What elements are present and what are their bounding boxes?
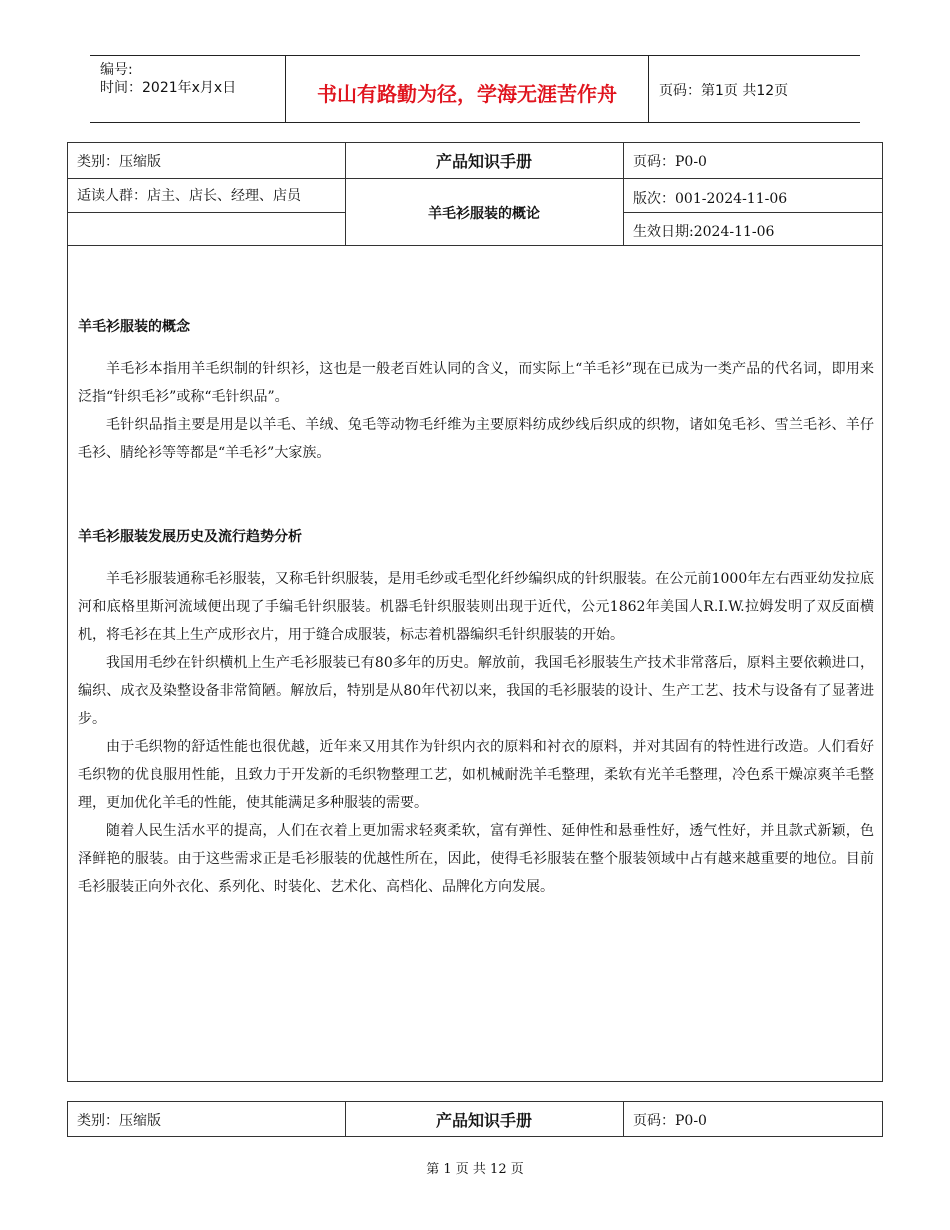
- header-motto-cell: [285, 56, 649, 122]
- bottom-table: [67, 1101, 883, 1137]
- content-area: [67, 245, 883, 1082]
- table-divider: [68, 178, 345, 179]
- topic-title: 羊毛衫服装的概论: [428, 206, 540, 222]
- version-label: 版次：001-2024-11-06: [633, 191, 788, 207]
- page-code-label: 页码：P0-0: [633, 1113, 707, 1129]
- table-divider: [345, 178, 624, 179]
- info-table: [67, 142, 883, 246]
- document-time-label: 时间：2021年x月x日: [100, 80, 237, 96]
- page-footer: 第 1 页 共 12 页: [426, 1162, 524, 1177]
- document-number-label: 编号:: [100, 62, 133, 78]
- header-page-info: 页码：第1页 共12页: [659, 83, 789, 99]
- header-motto: 书山有路勤为径，学海无涯苦作舟: [317, 82, 617, 106]
- table-divider: [623, 143, 624, 245]
- section-title: 羊毛衫服装发展历史及流行趋势分析: [78, 529, 302, 545]
- section-title: 羊毛衫服装的概念: [78, 319, 190, 335]
- table-divider: [623, 1102, 624, 1136]
- content-body: [78, 313, 874, 901]
- paragraph: 随着人民生活水平的提高，人们在衣着上更加需求轻爽柔软，富有弹性、延伸性和悬垂性好，透气性好，并且款式新颖，色泽鲜艳的服装。由于这些需求正是毛衫服装的优越性所在，因此，使得毛衫服装在整个服装领域中占有越来越重要的地位。目前毛衫服装正向外衣化、系列化、时装化、艺术化、高档化、品牌化方向发展。: [78, 823, 874, 895]
- paragraph: 由于毛织物的舒适性能也很优越，近年来又用其作为针织内衣的原料和衬衣的原料，并对其固有的特性进行改造。人们看好毛织物的优良服用性能，且致力于开发新的毛织物整理工艺，如机械耐洗羊毛整理，柔软有光羊毛整理，冷色系干燥凉爽羊毛整理，更加优化羊毛的性能，使其能满足多种服装的需要。: [78, 739, 874, 811]
- page-code-label: 页码：P0-0: [633, 154, 707, 170]
- document-header: [90, 55, 860, 123]
- paragraph: 我国用毛纱在针织横机上生产毛衫服装已有80多年的历史。解放前，我国毛衫服装生产技术非常落后，原料主要依赖进口，编织、成衣及染整设备非常简陋。解放后，特别是从80年代初以来，我国的毛衫服装的设计、生产工艺、技术与设备有了显著进步。: [78, 655, 874, 727]
- header-page-cell: [649, 56, 860, 122]
- paragraph: 毛针织品指主要是用是以羊毛、羊绒、兔毛等动物毛纤维为主要原料纺成纱线后织成的织物，诸如兔毛衫、雪兰毛衫、羊仔毛衫、腈纶衫等等都是“羊毛衫”大家族。: [78, 417, 874, 461]
- effective-date-label: 生效日期:2024-11-06: [633, 224, 775, 240]
- manual-title: 产品知识手册: [435, 152, 532, 171]
- table-divider: [68, 212, 345, 213]
- table-divider: [623, 212, 882, 213]
- category-label: 类别：压缩版: [77, 154, 161, 170]
- paragraph: 羊毛衫本指用羊毛织制的针织衫，这也是一般老百姓认同的含义，而实际上“羊毛衫”现在已成为一类产品的代名词，即用来泛指“针织毛衫”或称“毛针织品”。: [78, 361, 874, 405]
- header-meta: [90, 56, 285, 122]
- manual-title: 产品知识手册: [435, 1111, 532, 1130]
- table-divider: [623, 178, 882, 179]
- paragraph: 羊毛衫服装通称毛衫服装，又称毛针织服装，是用毛纱或毛型化纤纱编织成的针织服装。在公元前1000年左右西亚幼发拉底河和底格里斯河流域便出现了手编毛针织服装。机器毛针织服装则出现于近代，公元1862年美国人R.I.W.拉姆发明了双反面横机，将毛衫在其上生产成形衣片，用于缝合成服装，标志着机器编织毛针织服装的开始。: [78, 571, 874, 643]
- audience-label: 适读人群：店主、店长、经理、店员: [77, 188, 301, 204]
- category-label: 类别：压缩版: [77, 1113, 161, 1129]
